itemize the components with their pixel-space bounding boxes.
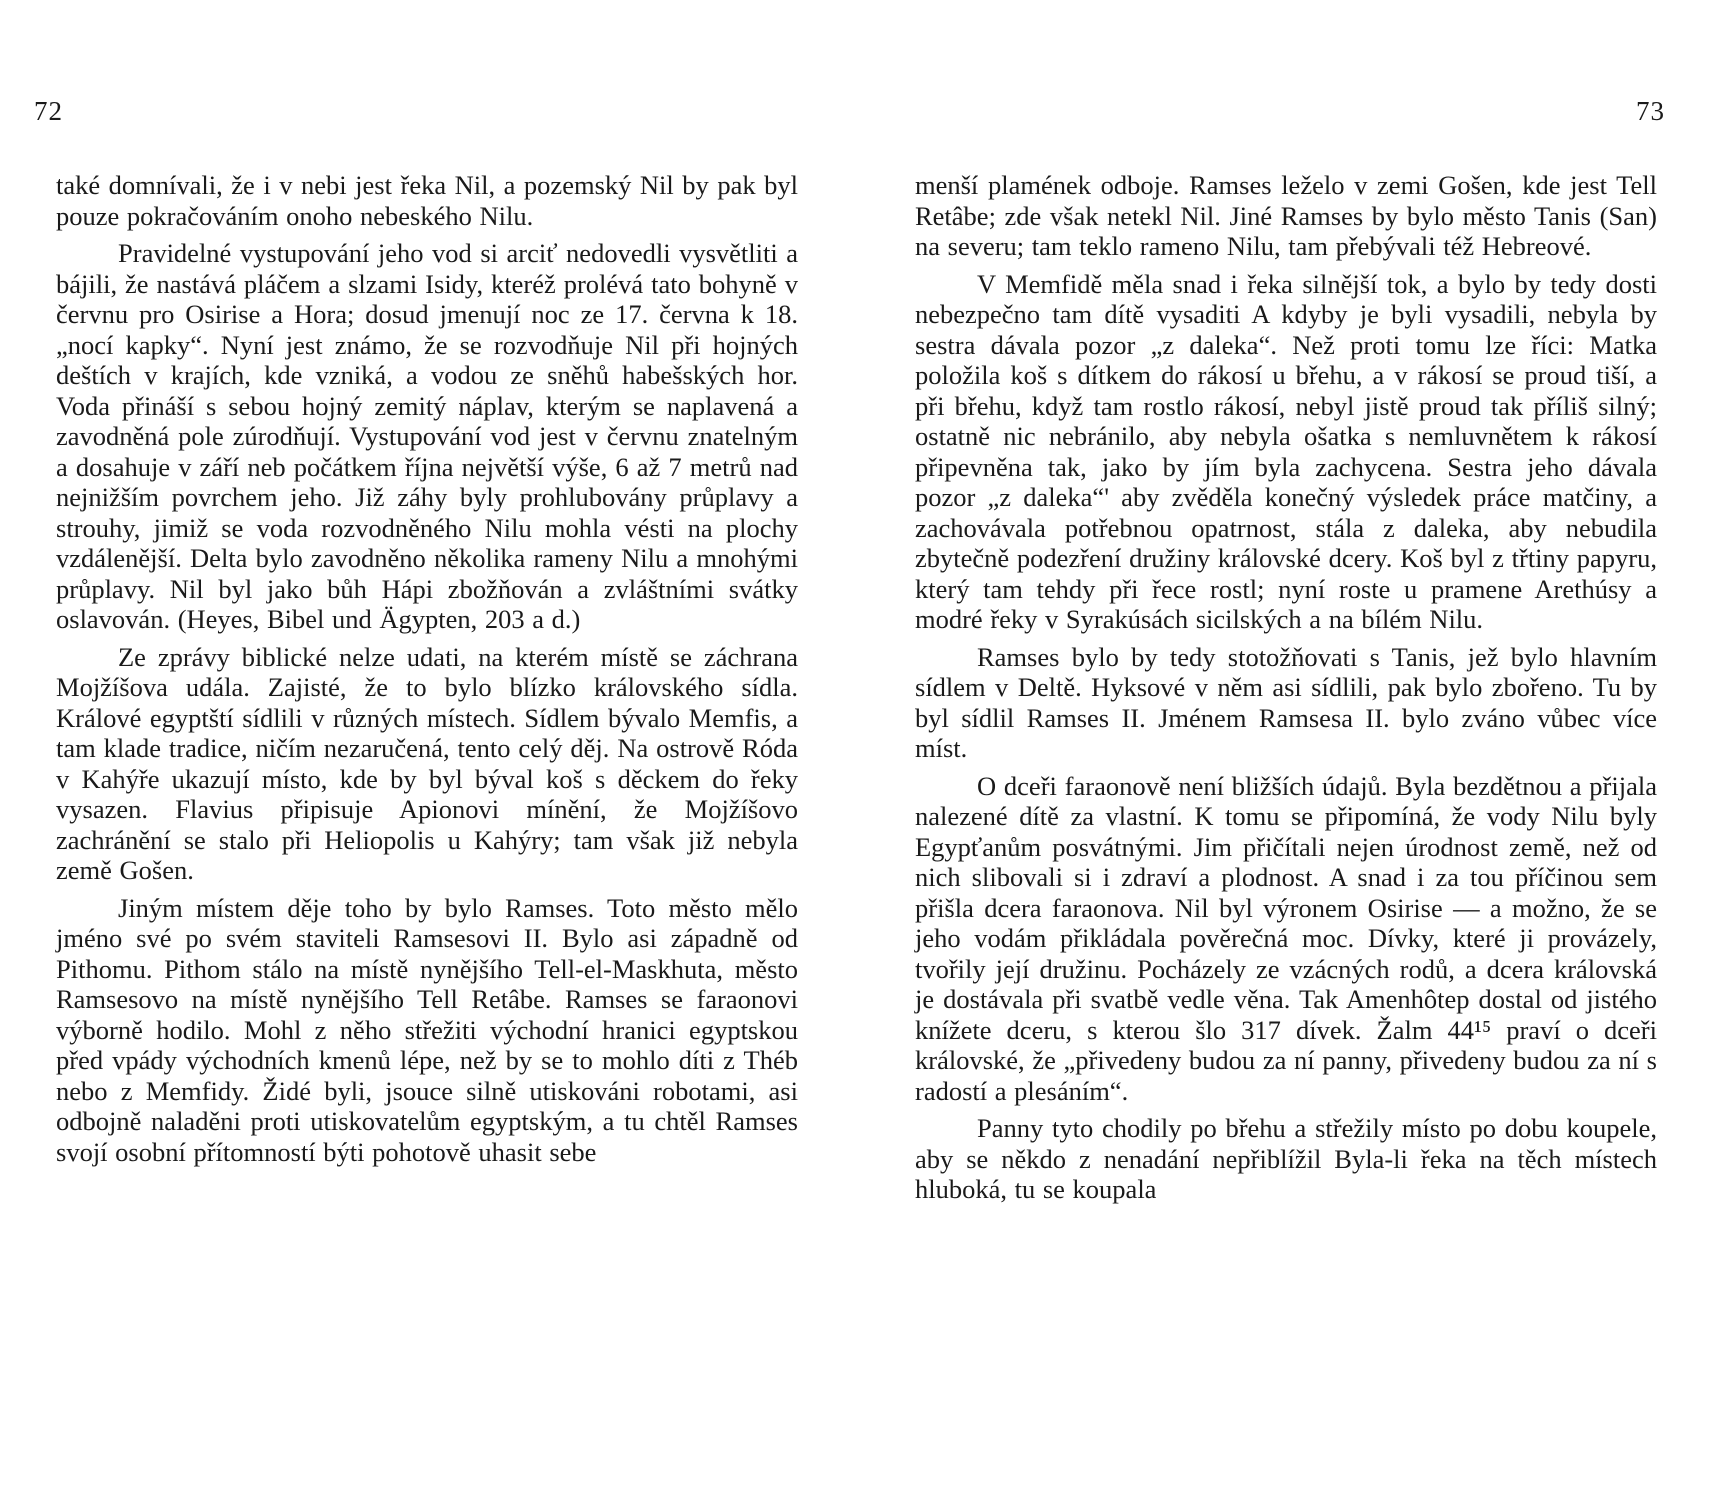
paragraph: Panny tyto chodily po břehu a střežily místo po dobu koupele, aby se někdo z nenadání nepřiblížil Byla-li řeka na těch místech hluboká, tu se koupala [915, 1113, 1657, 1204]
page-number-left: 72 [34, 96, 63, 126]
paragraph: V Memfidě měla snad i řeka silnější tok, a bylo by tedy dosti nebezpečno tam dítě vysaditi A kdyby je byli vysadili, nebyla by sestra dávala pozor „z daleka“. Než proti tomu lze říci: Matka položila koš s dítkem do rákosí u břehu, a v rákosí se proud tiší, a při břehu, když tam rostlo rákosí, nebyl jistě proud tak příliš silný; ostatně nic nebránilo, aby nebyla ošatka s nemluvnětem k rákosí připevněna tak, jako by jím byla zachycena. Sestra jeho dávala pozor „z daleka“' aby zvěděla konečný výsledek práce matčiny, a zachovávala potřebnou opatrnost, stála z daleka, aby nebudila zbytečně podezření družiny královské dcery. Koš byl z třtiny papyru, který tam tehdy při řece rostl; nyní roste u pramene Arethúsy a modré řeky v Syrakúsách sicilských a na bílém Nilu. [915, 268, 1657, 634]
right-page [855, 0, 1710, 1500]
paragraph: také domnívali, že i v nebi jest řeka Nil, a pozemský Nil by pak byl pouze pokračováním onoho nebeského Nilu. [56, 170, 798, 231]
paragraph: Pravidelné vystupování jeho vod si arciť nedovedli vysvětliti a bájili, že nastává pláčem a slzami Isidy, kteréž prolévá tato bohyně v červnu pro Osirise a Hora; dosud jmenují noc ze 17. června k 18. „nocí kapky“. Nyní jest známo, že se rozvodňuje Nil při hojných deštích v krajích, kde vzniká, a vodou ze sněhů habešských hor. Voda přináší s sebou hojný zemitý náplav, kterým se naplavená a zavodněná pole zúrodňují. Vystupování vod jest v červnu znatelným a dosahuje v září neb počátkem října největší výše, 6 až 7 metrů nad nejnižším povrchem jeho. Již záhy byly prohlubovány průplavy a strouhy, jimiž se voda rozvodněného Nilu mohla vésti na plochy vzdálenější. Delta bylo zavodněno několika rameny Nilu a mnohými průplavy. Nil byl jako bůh Hápi zbožňován a zvláštními svátky oslavován. (Heyes, Bibel und Ägypten, 203 a d.) [56, 238, 798, 634]
right-text-column [915, 170, 1657, 1212]
paragraph: Jiným místem děje toho by bylo Ramses. Toto město mělo jméno své po svém staviteli Ramsesovi II. Bylo asi západně od Pithomu. Pithom stálo na místě nynějšího Tell-el-Maskhuta, město Ramsesovo na místě nynějšího Tell Retâbe. Ramses se faraonovi výborně hodilo. Mohl z něho střežiti východní hranici egyptskou před vpády východních kmenů lépe, než by se to mohlo díti z Théb nebo z Memfidy. Židé byli, jsouce silně utiskováni robotami, asi odbojně naladěni proti utiskovatelům egyptským, a tu chtěl Ramses svojí osobní přítomností býti pohotově uhasit sebe [56, 892, 798, 1167]
left-text-column [56, 170, 798, 1174]
page-number-right: 73 [1636, 96, 1665, 126]
paragraph: menší plamének odboje. Ramses leželo v zemi Gošen, kde jest Tell Retâbe; zde však netekl Nil. Jiné Ramses by bylo město Tanis (San) na severu; tam teklo rameno Nilu, tam přebývali též Hebreové. [915, 170, 1657, 261]
paragraph: O dceři faraonově není bližších údajů. Byla bezdětnou a přijala nalezené dítě za vlastní. K tomu se připomíná, že vody Nilu byly Egypťanům posvátnými. Jim přičítali nejen úrodnost země, než od nich slibovali si i zdraví a plodnost. A snad i za tou příčinou sem přišla dcera faraonova. Nil byl výronem Osirise — a možno, že se jeho vodám přikládala pověrečná moc. Dívky, které ji provázely, tvořily její družinu. Pocházely ze vzácných rodů, a dcera královská je dostávala při svatbě vedle věna. Tak Amenhôtep dostal od jistého knížete dceru, s kterou šlo 317 dívek. Žalm 44¹⁵ praví o dceři královské, že „přivedeny budou za ní panny, přivedeny budou za ní s radostí a plesáním“. [915, 770, 1657, 1106]
paragraph: Ramses bylo by tedy stotožňovati s Tanis, jež bylo hlavním sídlem v Deltě. Hyksové v něm asi sídlili, pak bylo zbořeno. Tu by byl sídlil Ramses II. Jménem Ramsesa II. bylo zváno vůbec více míst. [915, 641, 1657, 763]
paragraph: Ze zprávy biblické nelze udati, na kterém místě se záchrana Mojžíšova udála. Zajisté, že to bylo blízko královského sídla. Králové egyptští sídlili v různých místech. Sídlem bývalo Memfis, a tam klade tradice, ničím nezaručená, tento celý děj. Na ostrově Róda v Kahýře ukazují místo, kde by byl býval koš s děckem do řeky vysazen. Flavius připisuje Apionovi mínění, že Mojžíšovo zachránění se stalo při Heliopolis u Kahýry; tam však již nebyla země Gošen. [56, 641, 798, 885]
